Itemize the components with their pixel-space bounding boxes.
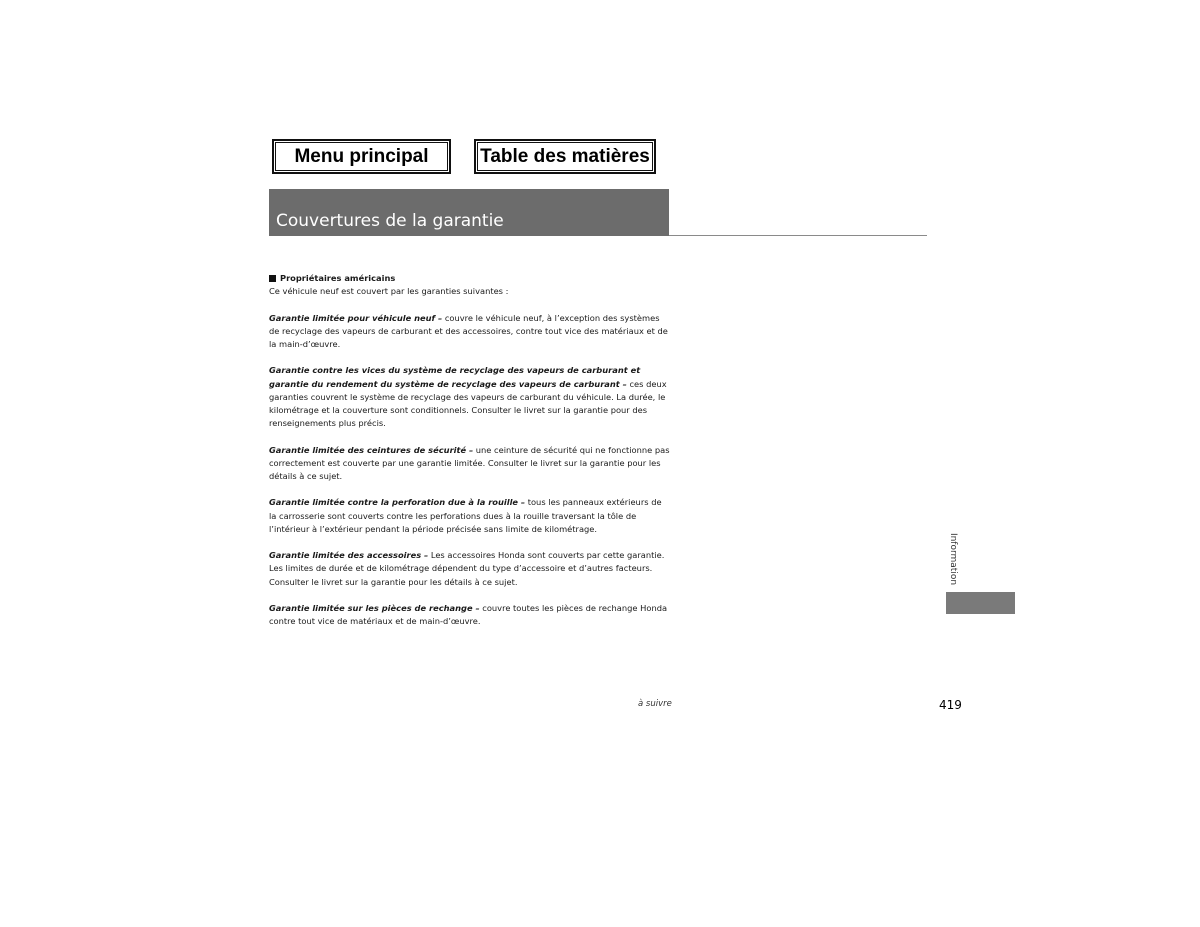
warranty-term: Garantie limitée contre la perforation due à la rouille – — [269, 497, 526, 508]
warranty-term: Garantie limitée des ceintures de sécurité – — [269, 444, 474, 455]
warranty-paragraph — [269, 549, 671, 589]
warranty-paragraph — [269, 444, 671, 484]
warranty-term: Garantie limitée des accessoires – — [269, 550, 429, 561]
table-of-contents-button[interactable] — [474, 139, 656, 174]
warranty-paragraph — [269, 602, 671, 628]
warranty-term: Garantie limitée sur les pièces de rechange – — [269, 602, 480, 613]
warranty-text: Les accessoires Honda sont couverts par cette garantie. Les limites de durée et de kilométrage dépendent du type d’accessoire et d’autres facteurs. Consulter le livret sur la garantie pour les détails à ce sujet. — [269, 550, 665, 587]
page-content — [269, 272, 671, 642]
square-bullet-icon — [269, 275, 276, 282]
warranty-text: tous les panneaux extérieurs de la carrosserie sont couverts contre les perforations dues à la rouille traversant la tôle de l’intérieur à l’extérieur pendant la période précisée sans limite de kilométrage. — [269, 497, 662, 534]
side-tab-label-text: Information — [948, 532, 959, 586]
page-number: 419 — [939, 698, 962, 712]
warranty-paragraph — [269, 312, 671, 352]
main-menu-button[interactable] — [272, 139, 451, 174]
header-divider — [669, 235, 927, 236]
section-heading — [269, 272, 671, 285]
continued-note: à suivre — [638, 699, 672, 709]
section-intro: Ce véhicule neuf est couvert par les garanties suivantes : — [269, 286, 509, 297]
section-heading-text: Propriétaires américains — [280, 273, 396, 283]
warranty-text: ces deux garanties couvrent le système de recyclage des vapeurs de carburant du véhicule. La durée, le kilométrage et la couverture sont conditionnels. Consulter le livret sur la garantie pour des renseignements plus précis. — [269, 378, 667, 429]
side-tab-label[interactable] — [946, 530, 960, 588]
table-of-contents-label: Table des matières — [480, 145, 650, 167]
main-menu-label: Menu principal — [294, 145, 429, 167]
page-title: Couvertures de la garantie — [276, 211, 504, 231]
warranty-text: couvre toutes les pièces de rechange Honda contre tout vice de matériaux et de main-d’œuvre. — [269, 602, 668, 627]
warranty-paragraph — [269, 364, 671, 430]
warranty-text: une ceinture de sécurité qui ne fonctionne pas correctement est couverte par une garantie limitée. Consulter le livret sur la garantie pour les détails à ce sujet. — [269, 444, 670, 481]
warranty-paragraph — [269, 496, 671, 536]
warranty-term: Garantie contre les vices du système de recyclage des vapeurs de carburant et garantie du rendement du système de recyclage des vapeurs de carburant – — [269, 365, 641, 389]
side-tab-marker[interactable] — [946, 592, 1015, 614]
warranty-text: couvre le véhicule neuf, à l’exception des systèmes de recyclage des vapeurs de carburant et des accessoires, contre tout vice des matériaux et de la main-d’œuvre. — [269, 312, 668, 349]
warranty-term: Garantie limitée pour véhicule neuf – — [269, 312, 443, 323]
